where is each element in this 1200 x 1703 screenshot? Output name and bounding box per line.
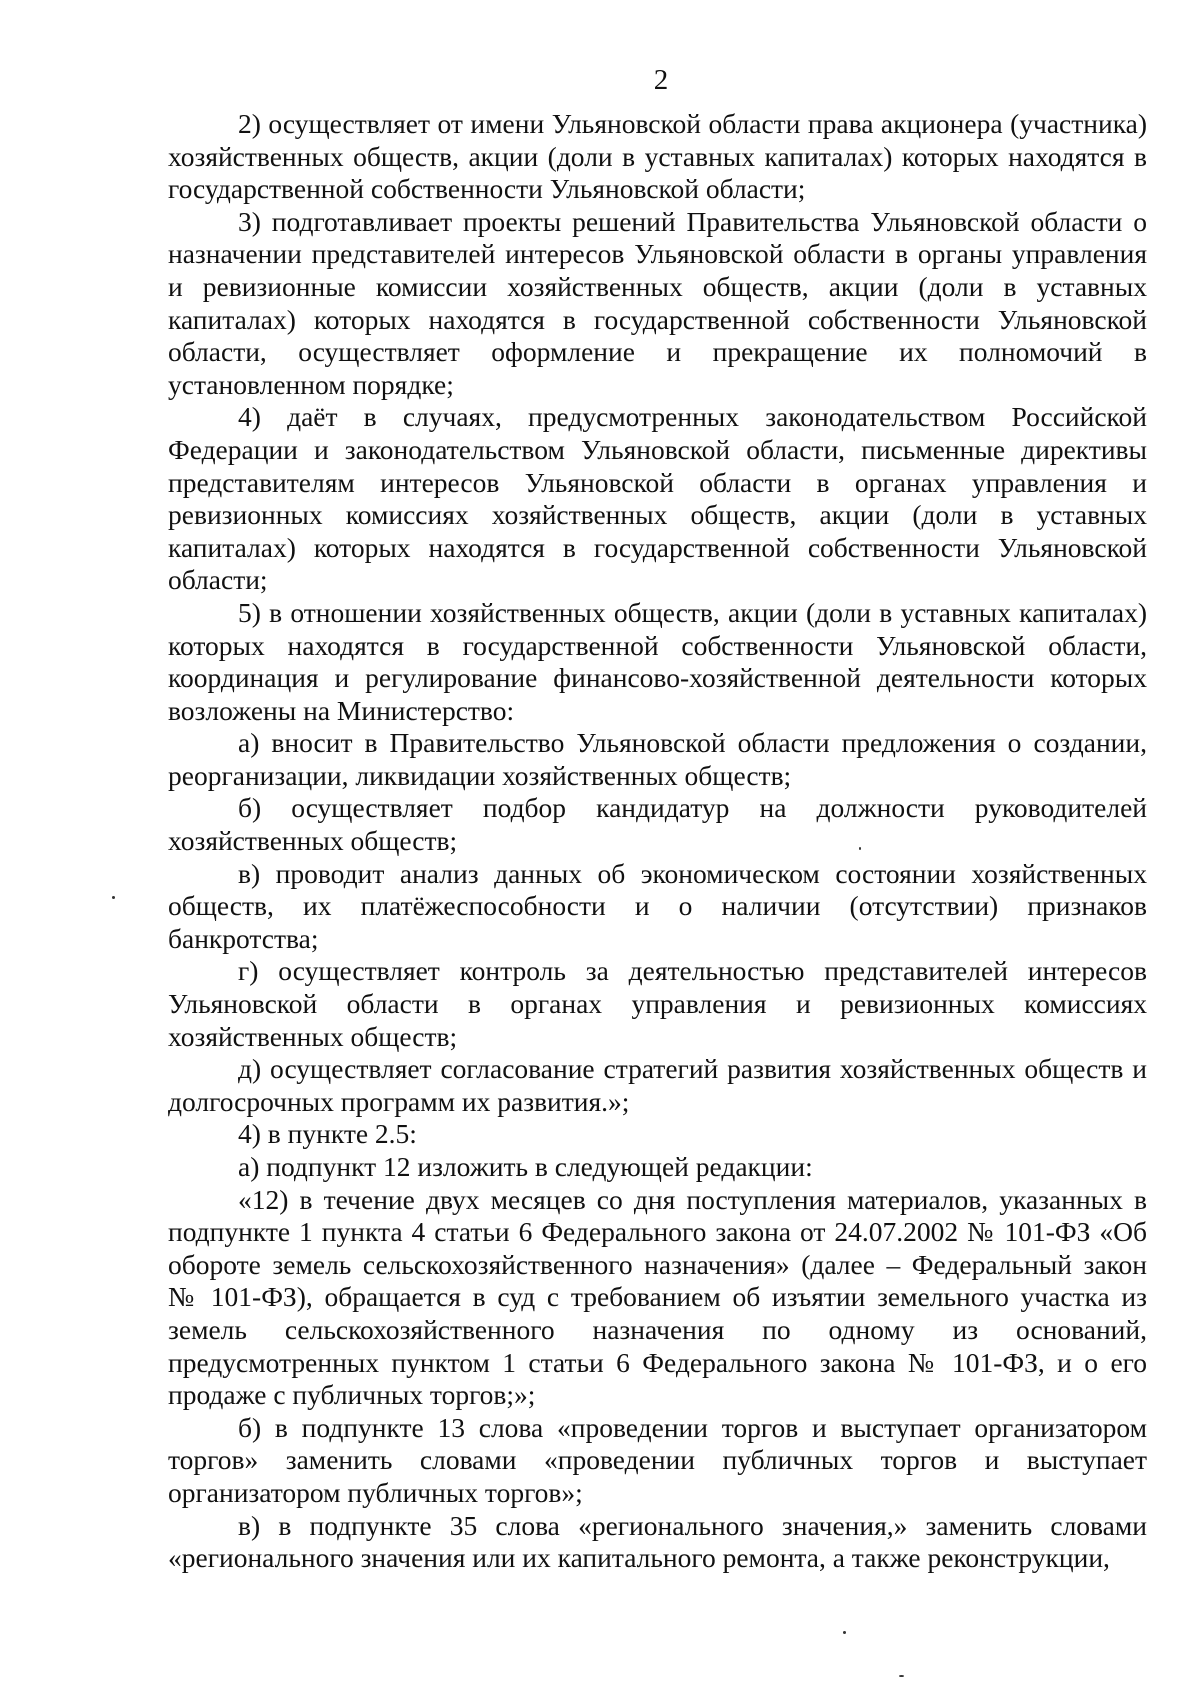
page-number: 2 (653, 64, 669, 96)
paragraph-clause-v-subitem-35: в) в подпункте 35 слова «регионального значения,» заменить словами «регионального значения или их капитального ремонта, а также реконструкции, (168, 1509, 1147, 1574)
scan-speck (859, 847, 861, 850)
paragraph-subitem-a: а) вносит в Правительство Ульяновской области предложения о создании, реорганизации, ликвидации хозяйственных обществ; (168, 727, 1147, 791)
paragraph-subitem-d: д) осуществляет согласование стратегий развития хозяйственных обществ и долгосрочных программ их развития.»; (168, 1053, 1147, 1117)
scan-speck (843, 1631, 846, 1634)
paragraph-subitem-g: г) осуществляет контроль за деятельностью представителей интересов Ульяновской области в органах управления и ревизионных комиссиях хозяйственных обществ; (168, 955, 1147, 1052)
paragraph-clause-b-subitem-13: б) в подпункте 13 слова «проведении торгов и выступает организатором торгов» заменить словами «проведении публичных торгов и выступает организатором публичных торгов»; (168, 1411, 1147, 1508)
paragraph-subitem-b: б) осуществляет подбор кандидатур на должности руководителей хозяйственных обществ; (168, 792, 1147, 857)
paragraph-item-3: 3) подготавливает проекты решений Правительства Ульяновской области о назначении представителей интересов Ульяновской области в органы управления и ревизионные комиссии хозяйственных обществ, акции (доли в уставных капиталах) которых находятся в государственной собственности Ульяновской области, осуществляет оформление и прекращение их полномочий в установленном порядке; (168, 205, 1147, 400)
document-body (168, 108, 1147, 1575)
paragraph-subitem-v: в) проводит анализ данных об экономическом состоянии хозяйственных обществ, их платёжеспособности и о наличии (отсутствии) признаков банкротства; (168, 857, 1147, 954)
paragraph-clause-a-subitem-12: а) подпункт 12 изложить в следующей редакции: (238, 1151, 813, 1182)
paragraph-item-4: 4) даёт в случаях, предусмотренных законодательством Российской Федерации и законодательством Ульяновской области, письменные директивы представителям интересов Ульяновской области в органах управления и ревизионных комиссиях хозяйственных обществ, акции (доли в уставных капиталах) которых находятся в государственной собственности Ульяновской области; (168, 401, 1147, 596)
scan-speck (899, 1675, 904, 1677)
paragraph-quoted-subitem-12: «12) в течение двух месяцев со дня поступления материалов, указанных в подпункте 1 пункта 4 статьи 6 Федерального закона от 24.07.2002 № 101-ФЗ «Об обороте земель сельскохозяйственного назначения» (далее – Федеральный закон № 101-ФЗ), обращается в суд с требованием об изъятии земельного участка из земель сельскохозяйственного назначения по одному из оснований, предусмотренных пунктом 1 статьи 6 Федерального закона № 101-ФЗ, и о его продаже с публичных торгов;»; (168, 1183, 1147, 1411)
scan-speck (112, 896, 115, 899)
paragraph-clause-4-item-2-5: 4) в пункте 2.5: (238, 1118, 417, 1150)
paragraph-item-2: 2) осуществляет от имени Ульяновской области права акционера (участника) хозяйственных обществ, акции (доли в уставных капиталах) которых находятся в государственной собственности Ульяновской области; (168, 108, 1147, 205)
paragraph-item-5: 5) в отношении хозяйственных обществ, акции (доли в уставных капиталах) которых находятся в государственной собственности Ульяновской области, координация и регулирование финансово-хозяйственной деятельности которых возложены на Министерство: (168, 596, 1147, 726)
